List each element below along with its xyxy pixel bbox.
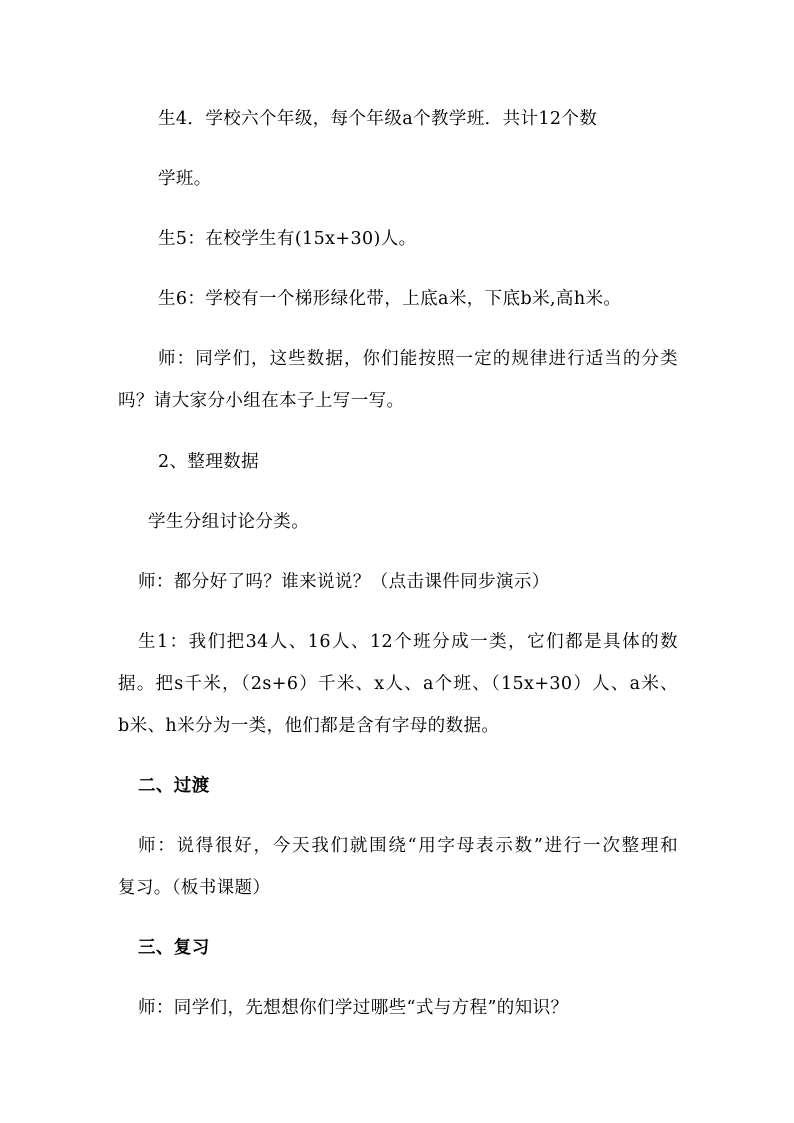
section-heading-organize: 2、整理数据 — [158, 452, 260, 472]
paragraph-line: 生6：学校有一个梯形绿化带，上底a米，下底b米,高h米。 — [158, 289, 622, 309]
section-heading-review: 三、复习 — [138, 938, 210, 958]
paragraph-line: 学生分组讨论分类。 — [148, 512, 310, 532]
paragraph-line: 吗？请大家分小组在本子上写一写。 — [118, 391, 405, 411]
paragraph-line: 生1：我们把34人、16人、12个班分成一类，它们都是具体的数 — [138, 632, 678, 652]
paragraph-line: 师：同学们，先想想你们学过哪些“式与方程”的知识？ — [138, 998, 569, 1018]
paragraph-line: 复习。（板书课题） — [118, 878, 271, 898]
paragraph-line: 生5：在校学生有(15x+30)人。 — [158, 229, 417, 249]
paragraph-line: 生4．学校六个年级，每个年级a个教学班．共计12个数 — [158, 109, 598, 129]
paragraph-line: 据。把s千米，（2s+6）千米、x人、a个班、（15x+30）人、a米、 — [118, 674, 678, 694]
paragraph-line: b米、h米分为一类，他们都是含有字母的数据。 — [118, 716, 500, 736]
paragraph-line: 师：说得很好，今天我们就围绕“用字母表示数”进行一次整理和 — [138, 836, 678, 856]
paragraph-line: 师：同学们，这些数据，你们能按照一定的规律进行适当的分类 — [158, 349, 678, 369]
paragraph-line: 师：都分好了吗？谁来说说？（点击课件同步演示） — [138, 572, 550, 592]
section-heading-transition: 二、过渡 — [138, 776, 210, 796]
paragraph-line: 学班。 — [158, 169, 212, 189]
